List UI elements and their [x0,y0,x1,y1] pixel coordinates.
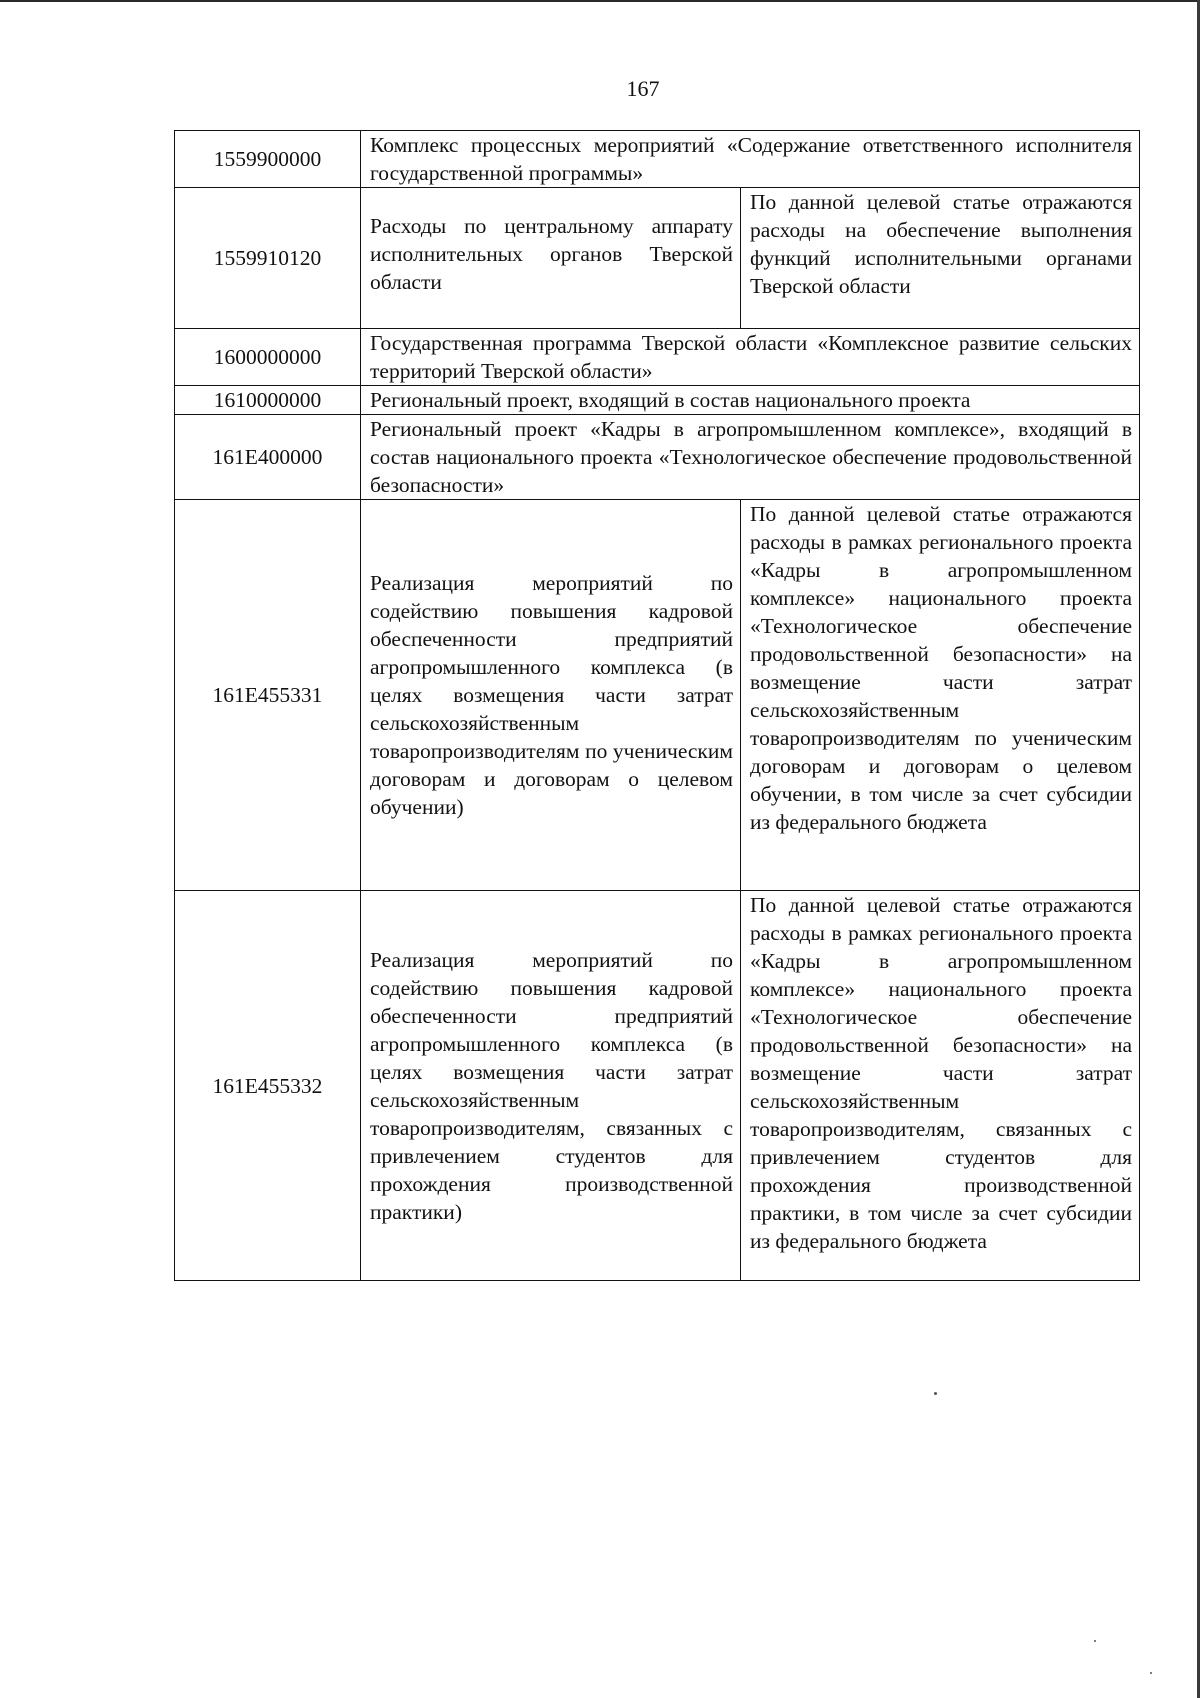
row-text: Региональный проект «Кадры в агропромышленном комплексе», входящий в состав национального проекта «Технологическое обеспечение продовольственной безопасности» [361,415,1140,500]
row-code: 161E400000 [175,415,361,500]
row-code: 1559910120 [175,188,361,329]
table-row [175,131,1140,188]
row-text: Комплекс процессных мероприятий «Содержание ответственного исполнителя государственной программы» [361,131,1140,188]
page-number: 167 [626,76,660,101]
table-row [175,891,1140,1281]
row-code: 161E455331 [175,500,361,891]
row-code: 161E455332 [175,891,361,1281]
scan-speck [1150,1672,1152,1674]
row-text: Региональный проект, входящий в состав национального проекта [361,386,1140,415]
table-row [175,329,1140,386]
table-row [175,415,1140,500]
scan-speck [1094,1640,1096,1642]
row-description: По данной целевой статье отражаются расходы в рамках регионального проекта «Кадры в агропромышленном комплексе» национального проекта «Технологическое обеспечение продовольственной безопасности» на возмещение части затрат сельскохозяйственным товаропроизводителям, связанных с привлечением студентов для прохождения производственной практики, в том числе за счет субсидии из федерального бюджета [741,891,1140,1281]
row-description: По данной целевой статье отражаются расходы на обеспечение выполнения функций исполнительными органами Тверской области [741,188,1140,329]
table-row [175,188,1140,329]
table-row [175,500,1140,891]
scan-speck [934,1392,937,1395]
row-code: 1600000000 [175,329,361,386]
row-name: Расходы по центральному аппарату исполнительных органов Тверской области [361,188,741,329]
row-code: 1559900000 [175,131,361,188]
row-description: По данной целевой статье отражаются расходы в рамках регионального проекта «Кадры в агропромышленном комплексе» национального проекта «Технологическое обеспечение продовольственной безопасности» на возмещение части затрат сельскохозяйственным товаропроизводителям по ученическим договорам и договорам о целевом обучении, в том числе за счет субсидии из федерального бюджета [741,500,1140,891]
row-name: Реализация мероприятий по содействию повышения кадровой обеспеченности предприятий агропромышленного комплекса (в целях возмещения части затрат сельскохозяйственным товаропроизводителям по ученическим договорам и договорам о целевом обучении) [361,500,741,891]
row-name: Реализация мероприятий по содействию повышения кадровой обеспеченности предприятий агропромышленного комплекса (в целях возмещения части затрат сельскохозяйственным товаропроизводителям, связанных с привлечением студентов для прохождения производственной практики) [361,891,741,1281]
scan-edge-top [0,0,1200,2]
table-row [175,386,1140,415]
budget-classification-table [174,130,1140,1281]
row-code: 1610000000 [175,386,361,415]
row-text: Государственная программа Тверской области «Комплексное развитие сельских территорий Тверской области» [361,329,1140,386]
